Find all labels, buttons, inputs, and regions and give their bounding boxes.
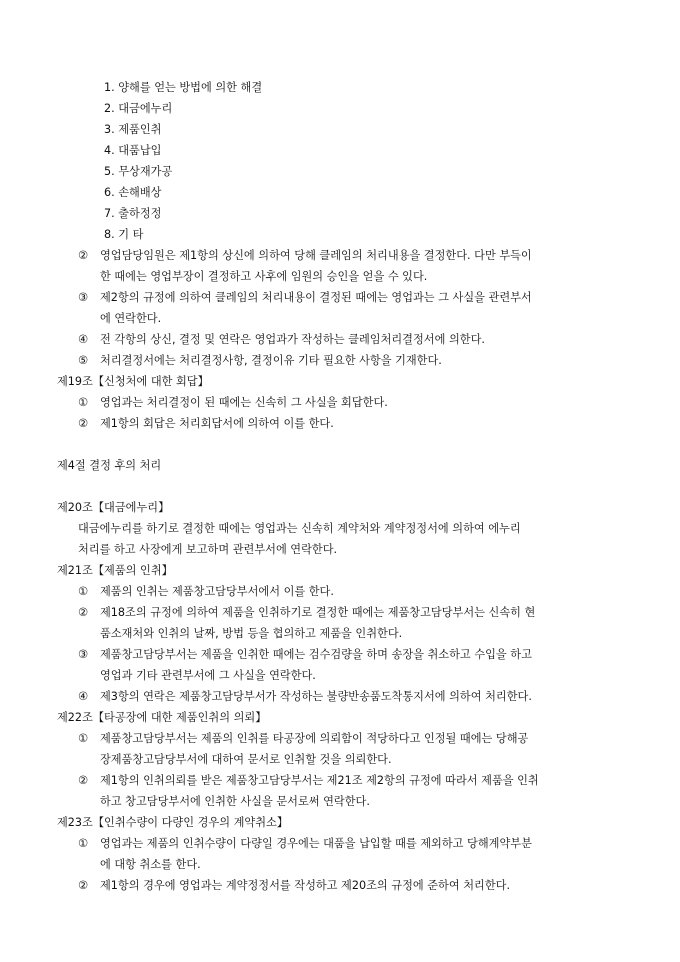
list-item: 3. 제품인취 <box>104 123 162 136</box>
list-item: 5. 무상재가공 <box>104 165 173 178</box>
paragraph-number: ② <box>78 879 89 892</box>
article-23-title: 제23조【인취수량이 다량인 경우의 계약취소】 <box>57 816 289 829</box>
art18-paragraph-2 <box>78 249 532 263</box>
paragraph-text: 제1항의 경우에 영업과는 계약정정서를 작성하고 제20조의 규정에 준하여 처리한다. <box>100 879 510 892</box>
paragraph-number: ③ <box>78 648 89 661</box>
paragraph-number: ① <box>78 837 89 850</box>
paragraph-number: ② <box>78 417 89 430</box>
paragraph-continuation: 에 대항 취소를 한다. <box>100 858 201 871</box>
paragraph-text: 제18조의 규정에 의하여 제품을 인취하기로 결정한 때에는 제품창고담당부서는 신속히 현 <box>100 606 536 619</box>
list-item: 7. 출하정정 <box>104 207 162 220</box>
paragraph-text: 영업과는 처리결정이 된 때에는 신속히 그 사실을 회답한다. <box>100 396 388 409</box>
paragraph-text: 제품창고담당부서는 제품을 인취한 때에는 검수검량을 하며 송장을 취소하고 수입을 하고 <box>100 648 532 661</box>
paragraph-text: 전 각항의 상신, 결정 및 연락은 영업과가 작성하는 클레임처리결정서에 의한다. <box>100 333 485 346</box>
article-20-text: 대금에누리를 하기로 결정한 때에는 영업과는 신속히 계약처와 계약정정서에 의하여 에누리 <box>78 522 521 535</box>
list-item: 8. 기 타 <box>104 228 144 241</box>
art23-paragraph-1 <box>78 837 532 851</box>
paragraph-continuation: 품소재처와 인취의 날짜, 방법 등을 협의하고 제품을 인취한다. <box>100 627 403 640</box>
paragraph-continuation: 장제품창고담당부서에 대하여 문서로 인취할 것을 의뢰한다. <box>100 753 392 766</box>
art21-paragraph-2 <box>78 606 535 620</box>
paragraph-number: ① <box>78 396 89 409</box>
paragraph-number: ② <box>78 774 89 787</box>
art22-paragraph-2 <box>78 774 539 788</box>
paragraph-continuation: 에 연락한다. <box>100 312 162 325</box>
list-item: 6. 손해배상 <box>104 186 162 199</box>
paragraph-text: 제3항의 연락은 제품창고담당부서가 작성하는 불량반송품도착통지서에 의하여 처리한다. <box>100 690 532 703</box>
paragraph-text: 제1항의 인취의뢰를 받은 제품창고담당부서는 제21조 제2항의 규정에 따라서 제품을 인취 <box>100 774 539 787</box>
paragraph-text: 제1항의 회답은 처리회답서에 의하여 이를 한다. <box>100 417 334 430</box>
paragraph-number: ② <box>78 606 89 619</box>
paragraph-number: ① <box>78 585 89 598</box>
paragraph-text: 제품의 인취는 제품창고담당부서에서 이를 한다. <box>100 585 334 598</box>
art19-paragraph-1 <box>78 396 388 410</box>
paragraph-continuation: 영업과 기타 관련부서에 그 사실을 연락한다. <box>100 669 316 682</box>
art18-paragraph-5 <box>78 354 442 368</box>
art22-paragraph-1 <box>78 732 528 746</box>
art18-paragraph-3 <box>78 291 532 305</box>
list-item: 1. 양해를 얻는 방법에 의한 해결 <box>104 81 263 94</box>
paragraph-number: ① <box>78 732 89 745</box>
paragraph-text: 영업담당임원은 제1항의 상신에 의하여 당해 클레임의 처리내용을 결정한다. 다만 부득이 <box>100 249 532 262</box>
article-22-title: 제22조【타공장에 대한 제품인취의 의뢰】 <box>57 711 267 724</box>
paragraph-number: ② <box>78 249 89 262</box>
paragraph-text: 영업과는 제품의 인취수량이 다량일 경우에는 대품을 납입할 때를 제외하고 당해계약부분 <box>100 837 532 850</box>
art18-paragraph-4 <box>78 333 485 347</box>
paragraph-text: 처리결정서에는 처리결정사항, 결정이유 기타 필요한 사항을 기재한다. <box>100 354 442 367</box>
article-20-text: 처리를 하고 사장에게 보고하며 관련부서에 연락한다. <box>78 543 338 556</box>
art21-paragraph-1 <box>78 585 334 599</box>
art23-paragraph-2 <box>78 879 510 893</box>
list-item: 4. 대품납입 <box>104 144 162 157</box>
paragraph-number: ③ <box>78 291 89 304</box>
paragraph-number: ④ <box>78 690 89 703</box>
section-4-title: 제4절 결정 후의 처리 <box>57 459 162 472</box>
paragraph-number: ④ <box>78 333 89 346</box>
art21-paragraph-3 <box>78 648 532 662</box>
article-19-title: 제19조【신청처에 대한 회답】 <box>57 375 209 388</box>
article-20-title: 제20조【대금에누리】 <box>57 501 170 514</box>
paragraph-continuation: 한 때에는 영업부장이 결정하고 사후에 임원의 승인을 얻을 수 있다. <box>100 270 428 283</box>
article-21-title: 제21조【제품의 인취】 <box>57 564 173 577</box>
list-item: 2. 대금에누리 <box>104 102 173 115</box>
paragraph-continuation: 하고 창고담당부서에 인취한 사실을 문서로써 연락한다. <box>100 795 370 808</box>
art19-paragraph-2 <box>78 417 334 431</box>
paragraph-number: ⑤ <box>78 354 89 367</box>
paragraph-text: 제품창고담당부서는 제품의 인취를 타공장에 의뢰함이 적당하다고 인정될 때에는 당해공 <box>100 732 529 745</box>
paragraph-text: 제2항의 규정에 의하여 클레임의 처리내용이 결정된 때에는 영업과는 그 사실을 관련부서 <box>100 291 532 304</box>
art21-paragraph-4 <box>78 690 532 704</box>
